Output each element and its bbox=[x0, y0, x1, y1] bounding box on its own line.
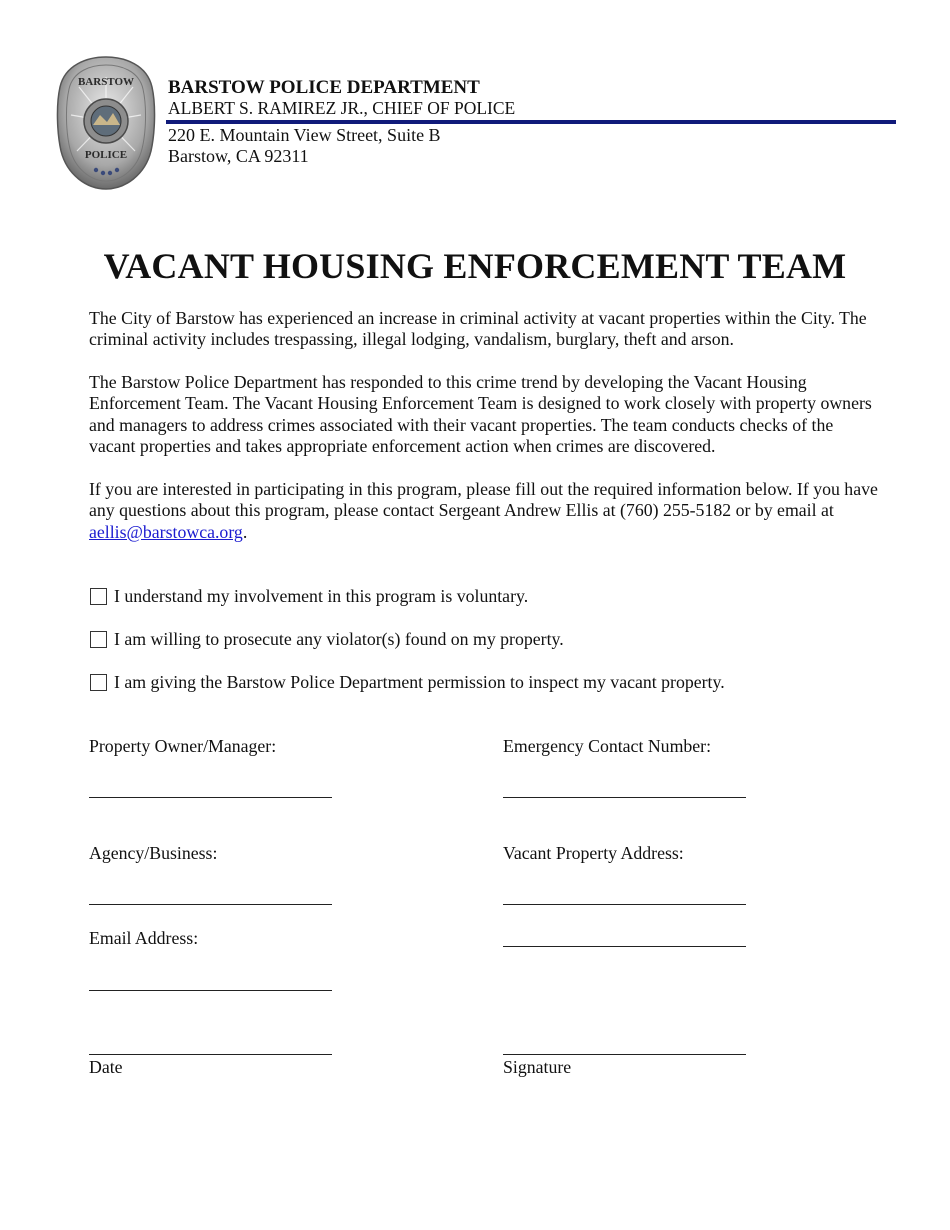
email-link[interactable]: aellis@barstowca.org bbox=[89, 521, 243, 542]
checkbox-row-prosecute[interactable] bbox=[90, 629, 564, 650]
owner-input-line[interactable] bbox=[89, 797, 332, 798]
program-paragraph: The Barstow Police Department has responded to this crime trend by developing the Vacant Housing Enforcement Team. The Vacant Housing Enforcement Team is designed to work closely with property owners and managers to address crimes associated with their vacant properties. The team conducts checks of the vacant properties and takes appropriate enforcement action when crimes are discovered. bbox=[89, 372, 872, 457]
email-input-line[interactable] bbox=[89, 990, 332, 991]
checkbox-row-voluntary[interactable] bbox=[90, 586, 528, 607]
emergency-input-line[interactable] bbox=[503, 797, 746, 798]
voluntary-checkbox[interactable] bbox=[90, 588, 107, 605]
address-line-2: Barstow, CA 92311 bbox=[168, 146, 309, 166]
department-name: BARSTOW POLICE DEPARTMENT bbox=[168, 77, 480, 98]
date-input-line[interactable] bbox=[89, 1054, 332, 1055]
prosecute-label: I am willing to prosecute any violator(s) found on my property. bbox=[114, 629, 564, 649]
voluntary-label: I understand my involvement in this program is voluntary. bbox=[114, 586, 529, 606]
chief-name: ALBERT S. RAMIREZ JR., CHIEF OF POLICE bbox=[168, 98, 516, 118]
badge-top-text: BARSTOW bbox=[77, 76, 135, 88]
badge-bottom-text: POLICE bbox=[84, 149, 128, 161]
date-label: Date bbox=[89, 1057, 123, 1077]
intro-paragraph: The City of Barstow has experienced an increase in criminal activity at vacant properties within the City. The criminal activity includes trespassing, illegal lodging, vandalism, burglary, theft and arson. bbox=[89, 308, 867, 350]
vacant-address-input-line-1[interactable] bbox=[503, 904, 746, 905]
vacant-address-input-line-2[interactable] bbox=[503, 946, 746, 947]
permission-checkbox[interactable] bbox=[90, 674, 107, 691]
address-line-1: 220 E. Mountain View Street, Suite B bbox=[168, 125, 441, 145]
owner-label: Property Owner/Manager: bbox=[89, 736, 277, 756]
email-label: Email Address: bbox=[89, 928, 199, 948]
signature-label: Signature bbox=[503, 1057, 572, 1077]
contact-end: . bbox=[242, 521, 248, 542]
header-rule bbox=[166, 120, 896, 124]
contact-paragraph bbox=[89, 479, 879, 543]
police-badge-icon bbox=[55, 55, 157, 191]
department-address bbox=[168, 125, 441, 167]
permission-label: I am giving the Barstow Police Department permission to inspect my vacant property. bbox=[114, 672, 725, 692]
signature-input-line[interactable] bbox=[503, 1054, 746, 1055]
contact-text: If you are interested in participating in this program, please fill out the required information below. If you have any questions about this program, please contact Sergeant Andrew Ellis at (760) 255-5182 or by email at bbox=[89, 479, 878, 521]
vacant-address-label: Vacant Property Address: bbox=[503, 843, 684, 863]
prosecute-checkbox[interactable] bbox=[90, 631, 107, 648]
agency-input-line[interactable] bbox=[89, 904, 332, 905]
agency-label: Agency/Business: bbox=[89, 843, 218, 863]
emergency-label: Emergency Contact Number: bbox=[503, 736, 712, 756]
checkbox-row-permission[interactable] bbox=[90, 672, 725, 693]
page-title: VACANT HOUSING ENFORCEMENT TEAM bbox=[103, 246, 847, 286]
